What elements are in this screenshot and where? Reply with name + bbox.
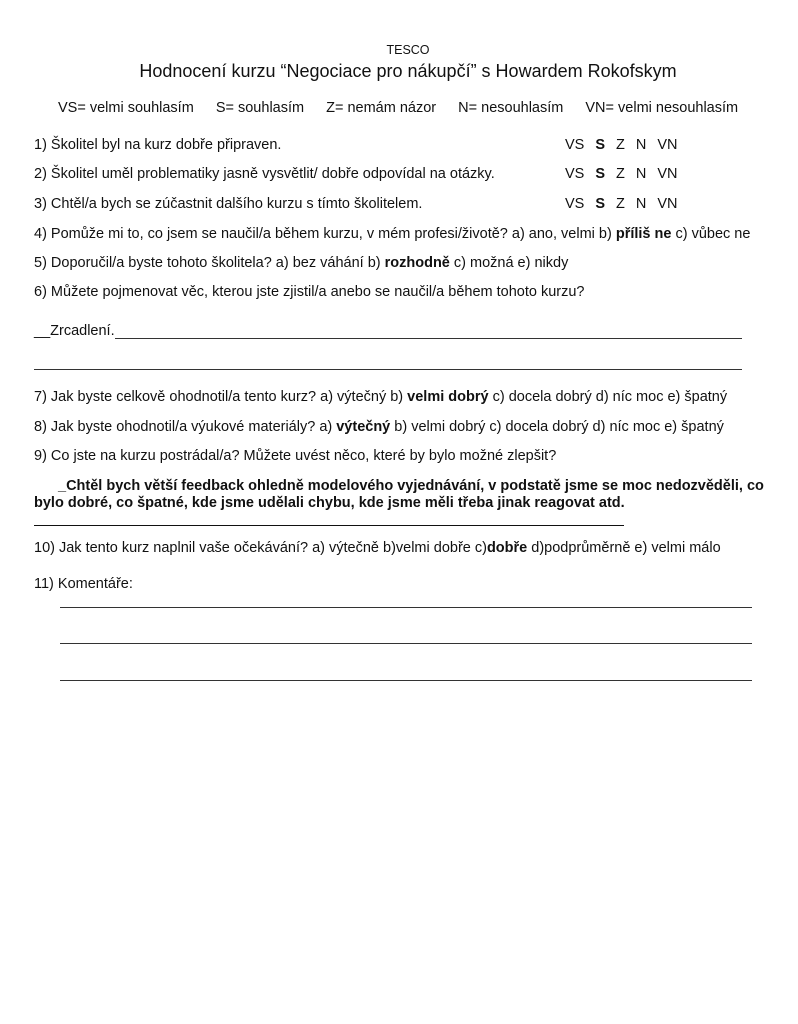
- question-6-answer[interactable]: __Zrcadlení.: [34, 323, 115, 339]
- question-1: 1) Školitel byl na kurz dobře připraven.: [34, 137, 282, 153]
- form-title: Hodnocení kurzu “Negociace pro nákupčí” s Howardem Rokofskym: [139, 61, 677, 81]
- q7-text: 7) Jak byste celkově ohodnotil/a tento kurz? a) výtečný b): [34, 389, 408, 405]
- brand-label: TESCO: [386, 43, 430, 57]
- question-6: 6) Můžete pojmenovat věc, kterou jste zjistil/a anebo se naučil/a během tohoto kurzu?: [34, 284, 585, 300]
- q1-option-s-selected[interactable]: S: [595, 137, 606, 153]
- question-4: [34, 226, 750, 242]
- q7-text-end: c) docela dobrý d) níc moc e) špatný: [488, 389, 728, 405]
- q9-answer-text: _Chtěl bych větší feedback ohledně modelového vyjednávání, v podstatě jsme se moc nedozvěděli, co bylo dobré, co špatné, kde jsme udělali chybu, kde jsme měli třeba jinak reagovat atd.: [34, 478, 764, 511]
- q10-text-end: d)podprůměrně e) velmi málo: [527, 540, 721, 556]
- q1-option-vs[interactable]: VS: [565, 137, 585, 153]
- q8-selected-answer[interactable]: výtečný: [336, 419, 391, 435]
- q2-option-s-selected[interactable]: S: [595, 166, 606, 182]
- q4-text-end: c) vůbec ne: [671, 226, 751, 242]
- q4-selected-answer[interactable]: příliš ne: [615, 226, 672, 242]
- q4-text: 4) Pomůže mi to, co jsem se naučil/a během kurzu, v mém profesi/životě? a) ano, velmi b): [34, 226, 616, 242]
- q2-option-z[interactable]: Z: [616, 166, 625, 182]
- q2-option-n[interactable]: N: [635, 166, 647, 182]
- legend-vn: VN= velmi nesouhlasím: [585, 100, 739, 116]
- q8-text: 8) Jak byste ohodnotil/a výukové materiály? a): [34, 419, 337, 435]
- q8-text-end: b) velmi dobrý c) docela dobrý d) níc moc e) špatný: [390, 419, 724, 435]
- question-3-scale: [565, 196, 689, 212]
- question-7: [34, 389, 727, 405]
- question-11: 11) Komentáře:: [34, 576, 133, 592]
- question-5: [34, 255, 568, 271]
- q2-option-vs[interactable]: VS: [565, 166, 585, 182]
- legend-z: Z= nemám názor: [326, 100, 437, 116]
- legend-s: S= souhlasím: [215, 100, 305, 116]
- q10-selected-answer[interactable]: dobře: [486, 540, 528, 556]
- question-9: 9) Co jste na kurzu postrádal/a? Můžete uvést něco, které by bylo možné zlepšit?: [34, 448, 557, 464]
- q3-option-vn[interactable]: VN: [657, 196, 678, 212]
- q1-option-n[interactable]: N: [635, 137, 647, 153]
- question-2-scale: [565, 166, 689, 182]
- answer-line: [115, 338, 742, 339]
- question-8: [34, 419, 724, 435]
- q3-option-n[interactable]: N: [635, 196, 647, 212]
- comment-line[interactable]: [60, 643, 752, 644]
- q7-selected-answer[interactable]: velmi dobrý: [407, 389, 489, 405]
- q2-option-vn[interactable]: VN: [657, 166, 678, 182]
- question-3: 3) Chtěl/a bych se zúčastnit dalšího kurzu s tímto školitelem.: [34, 196, 423, 212]
- question-10: [34, 540, 721, 556]
- q3-option-vs[interactable]: VS: [565, 196, 585, 212]
- comment-line[interactable]: [60, 607, 752, 608]
- q3-option-s-selected[interactable]: S: [595, 196, 606, 212]
- legend-vs: VS= velmi souhlasím: [58, 100, 194, 116]
- question-2: 2) Školitel uměl problematiky jasně vysvětlit/ dobře odpovídal na otázky.: [34, 166, 495, 182]
- question-1-scale: [565, 137, 689, 153]
- q1-option-vn[interactable]: VN: [657, 137, 678, 153]
- answer-line: [34, 369, 742, 370]
- question-9-answer[interactable]: [34, 478, 764, 531]
- rating-legend: [58, 100, 756, 116]
- q3-option-z[interactable]: Z: [616, 196, 625, 212]
- q1-option-z[interactable]: Z: [616, 137, 625, 153]
- q5-text-end: c) možná e) nikdy: [449, 255, 569, 271]
- answer-line: [34, 512, 624, 526]
- q5-selected-answer[interactable]: rozhodně: [384, 255, 450, 271]
- legend-n: N= nesouhlasím: [458, 100, 564, 116]
- q10-text: 10) Jak tento kurz naplnil vaše očekávání? a) výtečně b)velmi dobře c): [34, 540, 487, 556]
- q5-text: 5) Doporučil/a byste tohoto školitela? a) bez váhání b): [34, 255, 385, 271]
- comment-line[interactable]: [60, 680, 752, 681]
